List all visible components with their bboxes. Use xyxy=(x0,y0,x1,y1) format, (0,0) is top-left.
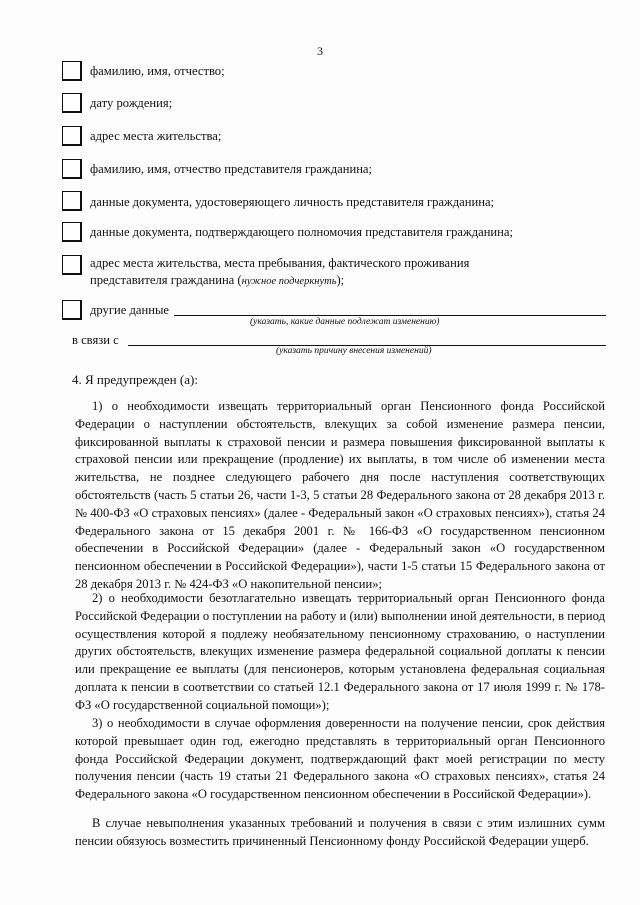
other-data-hint: (указать, какие данные подлежат изменению) xyxy=(250,317,440,327)
reason-hint: (указать причину внесения изменений) xyxy=(276,346,432,356)
option-representative-address-line1: адрес места жительства, места пребывания, фактического проживания xyxy=(90,256,470,270)
option-residence-address: адрес места жительства; xyxy=(90,129,222,143)
option-other-data: другие данные xyxy=(90,303,170,317)
checkbox-birth-date[interactable] xyxy=(62,93,82,113)
paragraph-4: В случае невыполнения указанных требований и получения в связи с этим излишних сумм пенсии обязуюсь возместить причиненный Пенсионному фонду Российской Федерации ущерб. xyxy=(75,816,605,848)
paragraph-2: 2) о необходимости безотлагательно извещать территориальный орган Пенсионного фонда Российской Федерации о поступлении на работу и (или) выполнении иной деятельности, в период осуществления которой я подлежу необязательному пенсионному страхованию, о наступлении других обстоятельств, влекущих изменение размера федеральной социальной доплаты к пенсии или прекращение ее выплаты (для пенсионеров, которым установлена федеральная социальная доплата к пенсии в соответствии со статьей 12.1 Федерального закона от 17 июля 1999 г. № 178-ФЗ «О государственной социальной помощи»); xyxy=(75,591,605,712)
paragraph-3: 3) о необходимости в случае оформления доверенности на получение пенсии, срок действия которой превышает один год, ежегодно представлять в территориальный орган Пенсионного фонда Российской Федерации документ, подтверждающий факт моей регистрации по месту получения пенсии (часть 19 статьи 21 Федерального закона «О страховых пенсиях», статья 24 Федерального закона «О государственном пенсионном обеспечении в Российской Федерации»). xyxy=(75,716,605,802)
checkbox-representative-address[interactable] xyxy=(62,255,82,275)
checkbox-representative-name[interactable] xyxy=(62,159,82,179)
option-line2-end: ); xyxy=(336,273,345,287)
checkbox-representative-id[interactable] xyxy=(62,191,82,211)
option-representative-id: данные документа, удостоверяющего личность представителя гражданина; xyxy=(90,195,495,209)
option-birth-date: дату рождения; xyxy=(90,96,173,110)
option-representative-name: фамилию, имя, отчество представителя гражданина; xyxy=(90,162,373,176)
paragraph-1: 1) о необходимости извещать территориальный орган Пенсионного фонда Российской Федерации о наступлении обстоятельств, влекущих за собой изменение размера пенсии, фиксированной выплаты к страховой пенсии и размера повышения фиксированной выплаты к страховой пенсии или прекращение (продление) их выплаты, в том числе об изменении места жительства, не позднее следующего рабочего дня после наступления соответствующих обстоятельств (часть 5 статьи 26, части 1-3, 5 статьи 28 Федерального закона от 28 декабря 2013 г. № 400-ФЗ «О страховых пенсиях» (далее - Федеральный закон «О страховых пенсиях»), статья 24 Федерального закона от 15 декабря 2001 г. № 166-ФЗ «О государственном пенсионном обеспечении в Российской Федерации» (далее - Федеральный закон «О государственном пенсионном обеспечении в Российской Федерации»), части 1-5 статьи 15 Федерального закона от 28 декабря 2013 г. № 424-ФЗ «О накопительной пенсии»; xyxy=(75,399,605,591)
option-representative-authority: данные документа, подтверждающего полномочия представителя гражданина; xyxy=(90,225,514,239)
option-representative-address-line2 xyxy=(90,272,469,290)
page-number: 3 xyxy=(317,44,323,58)
option-representative-address xyxy=(90,255,469,290)
option-line2-text: представителя гражданина ( xyxy=(90,273,242,287)
option-note: нужное подчеркнуть xyxy=(241,276,337,287)
checkbox-representative-authority[interactable] xyxy=(62,222,82,242)
section-heading: 4. Я предупрежден (а): xyxy=(72,372,198,387)
reason-label: в связи с xyxy=(72,333,119,347)
checkbox-full-name[interactable] xyxy=(62,61,82,81)
option-full-name: фамилию, имя, отчество; xyxy=(90,64,225,78)
other-data-input-line[interactable] xyxy=(174,315,606,316)
checkbox-other-data[interactable] xyxy=(62,300,82,320)
checkbox-residence-address[interactable] xyxy=(62,126,82,146)
